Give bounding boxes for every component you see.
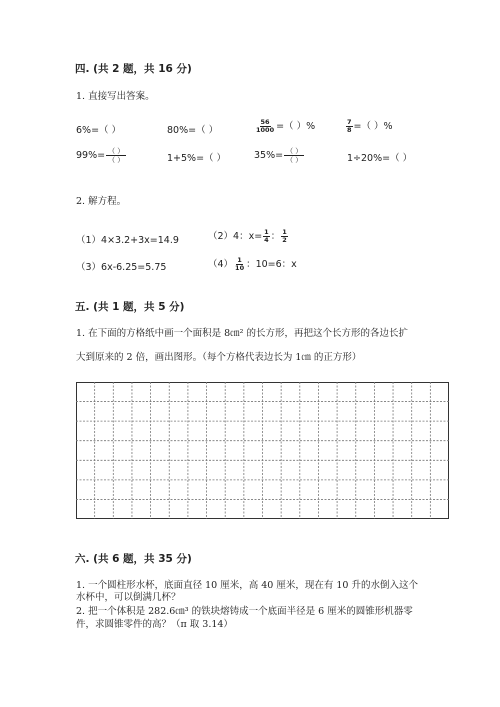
q5-1-line-2: 大到原来的 2 倍，画出图形。（每个方格代表边长为 1㎝ 的正方形） [76, 352, 362, 363]
equation-2-colon: ： [270, 231, 281, 242]
q4-1-item-4-after: =（ ）% [353, 121, 393, 132]
fraction-numerator: 7 [347, 118, 352, 126]
fraction-denominator: 10 [235, 264, 245, 272]
q4-1-item-5 [76, 147, 127, 164]
q4-1-item-4 [345, 118, 393, 134]
fraction-numerator: 1 [282, 228, 287, 236]
fraction [255, 119, 275, 134]
fraction-numerator: 1 [237, 256, 242, 264]
q4-1-item-8: 1÷20%=（ ） [347, 153, 413, 164]
q6-1-line-2: 水杯中，可以倒满几杯？ [76, 592, 181, 603]
q6-1-line-1: 1. 一个圆柱形水杯，底面直径 10 厘米，高 40 厘米，现在有 10 升的水倒入这个 [76, 580, 418, 591]
fraction-denominator: 2 [282, 236, 287, 244]
equation-1: （1）4×3.2+3x=14.9 [76, 235, 179, 246]
q4-1-item-3 [254, 118, 315, 134]
equation-4 [208, 256, 297, 272]
blank-numerator: （ ） [108, 147, 125, 155]
equation-4-after: ：10=6：x [246, 259, 297, 270]
blank-fraction [106, 147, 126, 164]
fraction [281, 229, 288, 244]
fraction [234, 257, 245, 272]
q4-1-item-6: 1+5%=（ ） [167, 153, 227, 164]
equation-2 [208, 228, 289, 244]
q4-1-item-7 [254, 147, 305, 164]
q4-1-item-3-after: =（ ）% [276, 121, 316, 132]
q4-1-item-7-pre: 35%= [254, 150, 284, 161]
blank-fraction [284, 147, 304, 164]
q6-2-line-1: 2. 把一个体积是 282.6㎝³ 的铁块熔铸成一个底面半径是 6 厘米的圆锥形机器零 [76, 606, 413, 617]
fraction-denominator: 1000 [256, 126, 275, 134]
q4-1-item-1: 6%=（ ） [76, 125, 122, 136]
fraction-numerator: 56 [260, 118, 270, 126]
fraction [346, 119, 353, 134]
equation-2-pre: （2）4：x= [208, 231, 263, 242]
section-6-title: 六. (共 6 题，共 35 分) [75, 553, 192, 565]
q4-1-item-2: 80%=（ ） [167, 125, 219, 136]
section-4-title: 四. (共 2 题，共 16 分) [75, 63, 192, 75]
fraction-denominator: 4 [264, 236, 269, 244]
grid-paper[interactable] [76, 382, 449, 519]
q4-2-title: 2. 解方程。 [76, 196, 127, 207]
blank-numerator: （ ） [286, 147, 303, 155]
section-5-title: 五. (共 1 题，共 5 分) [75, 301, 185, 313]
q4-1-title: 1. 直接写出答案。 [76, 91, 155, 102]
q5-1-line-1: 1. 在下面的方格纸中画一个面积是 8㎝² 的长方形，再把这个长方形的各边长扩 [76, 328, 408, 339]
q4-1-item-5-pre: 99%= [76, 150, 106, 161]
fraction-numerator: 1 [264, 228, 269, 236]
equation-4-pre: （4） [208, 259, 234, 270]
fraction [263, 229, 270, 244]
q6-2-line-2: 件，求圆锥零件的高？（π 取 3.14） [76, 619, 233, 630]
blank-denominator: （ ） [286, 156, 303, 164]
equation-3: （3）6x-6.25=5.75 [76, 262, 167, 273]
fraction-denominator: 8 [347, 126, 352, 134]
blank-denominator: （ ） [108, 156, 125, 164]
